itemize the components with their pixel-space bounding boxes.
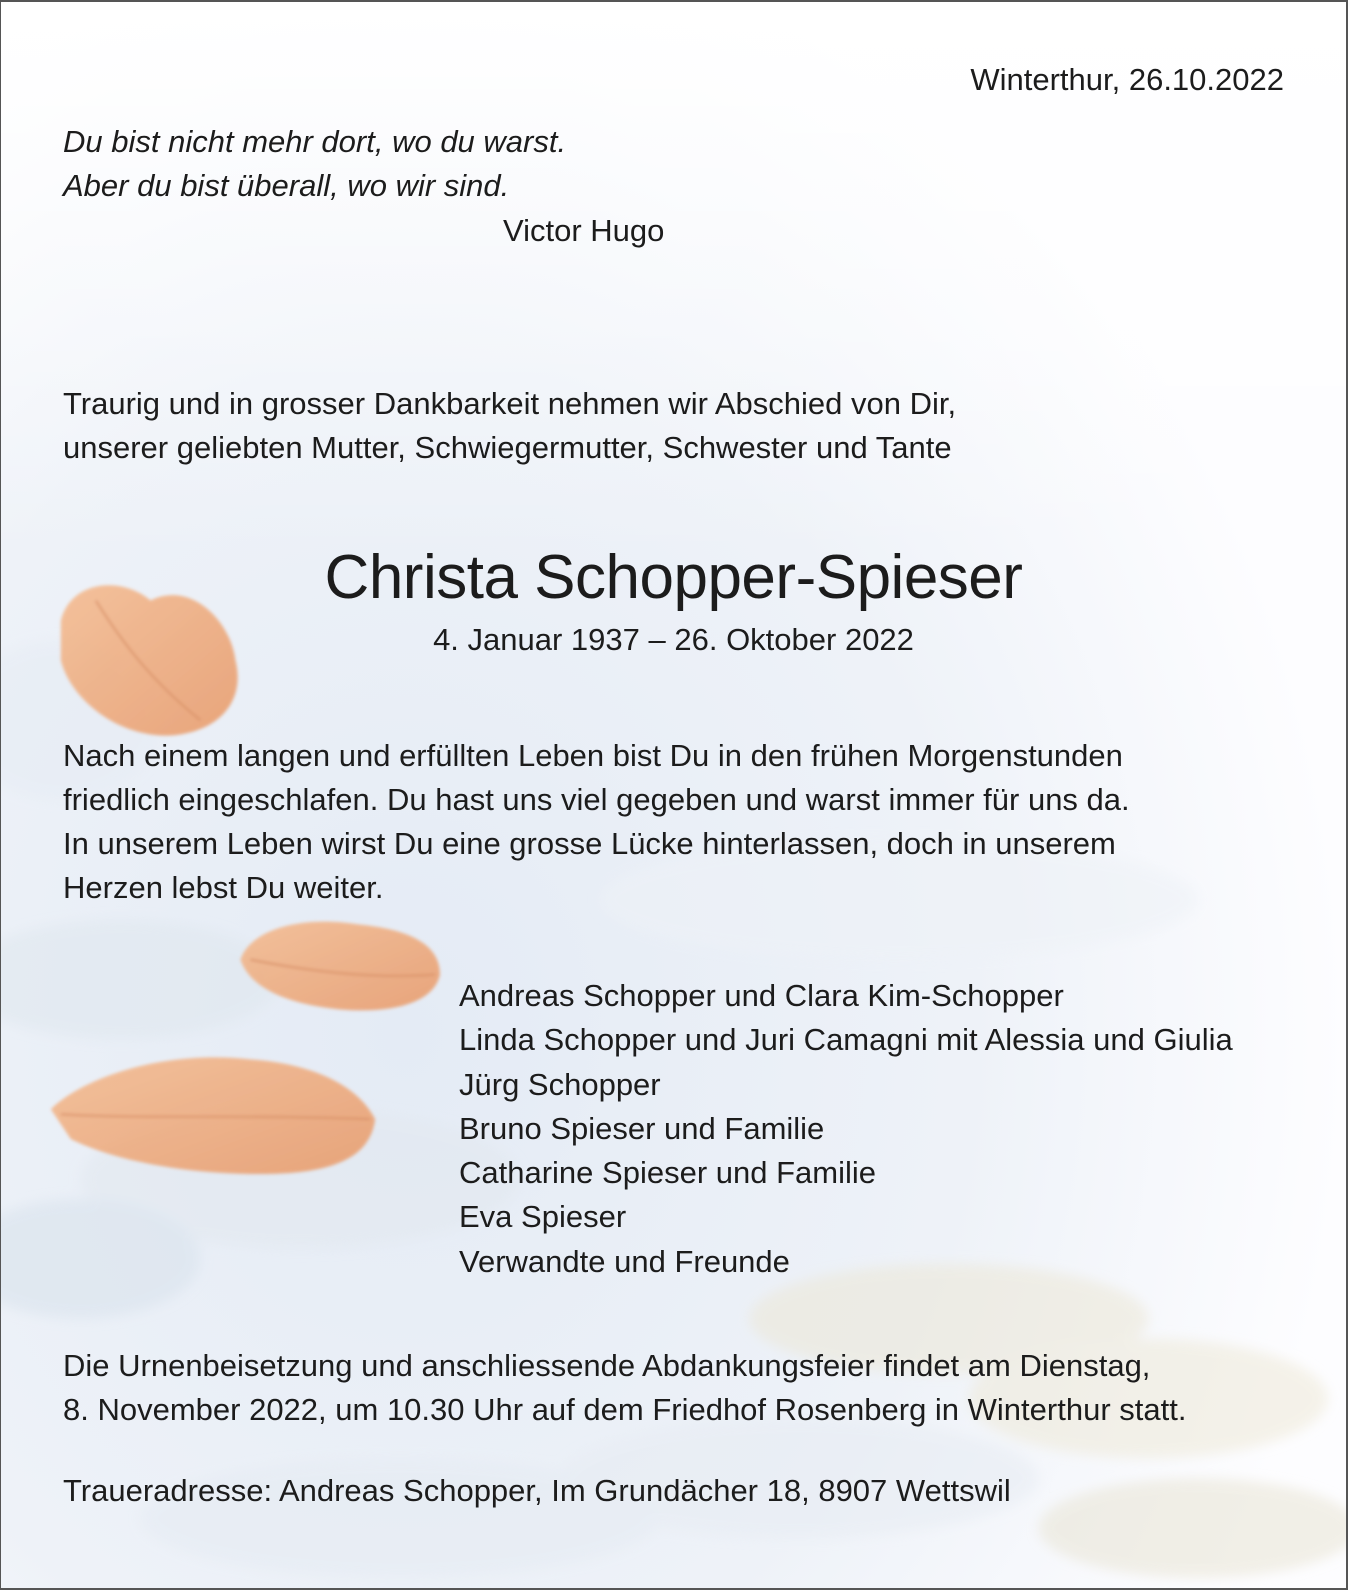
intro-line: Traurig und in grosser Dankbarkeit nehmen wir Abschied von Dir, xyxy=(63,386,957,421)
quote-author: Victor Hugo xyxy=(503,213,665,248)
family-member: Verwandte und Freunde xyxy=(459,1243,790,1279)
family-member: Linda Schopper und Juri Camagni mit Alessia und Giulia xyxy=(459,1022,1233,1058)
body-line: Nach einem langen und erfüllten Leben bist Du in den frühen Morgenstunden xyxy=(63,738,1123,773)
family-list xyxy=(459,974,1233,1284)
mourning-address: Traueradresse: Andreas Schopper, Im Grundächer 18, 8907 Wettswil xyxy=(63,1473,1011,1508)
date-location: Winterthur, 26.10.2022 xyxy=(970,62,1284,97)
intro-line: unserer geliebten Mutter, Schwiegermutter, Schwester und Tante xyxy=(63,430,952,465)
intro-text xyxy=(63,382,956,470)
body-text xyxy=(63,734,1130,910)
quote-line: Aber du bist überall, wo wir sind. xyxy=(63,168,510,203)
funeral-line: 8. November 2022, um 10.30 Uhr auf dem Friedhof Rosenberg in Winterthur statt. xyxy=(63,1392,1187,1427)
body-line: In unserem Leben wirst Du eine grosse Lücke hinterlassen, doch in unserem xyxy=(63,826,1116,861)
life-dates: 4. Januar 1937 – 26. Oktober 2022 xyxy=(433,622,914,657)
family-member: Andreas Schopper und Clara Kim-Schopper xyxy=(459,978,1064,1013)
family-member: Catharine Spieser und Familie xyxy=(459,1155,876,1191)
family-member: Bruno Spieser und Familie xyxy=(459,1110,825,1146)
body-line: friedlich eingeschlafen. Du hast uns viel gegeben und warst immer für uns da. xyxy=(63,782,1130,817)
funeral-info xyxy=(63,1344,1186,1432)
body-line: Herzen lebst Du weiter. xyxy=(63,870,384,905)
quote xyxy=(63,120,566,208)
deceased-name: Christa Schopper-Spieser xyxy=(324,543,1023,612)
funeral-line: Die Urnenbeisetzung und anschliessende Abdankungsfeier findet am Dienstag, xyxy=(63,1348,1151,1383)
quote-line: Du bist nicht mehr dort, wo du warst. xyxy=(63,124,567,159)
family-member: Jürg Schopper xyxy=(459,1066,661,1102)
family-member: Eva Spieser xyxy=(459,1199,627,1235)
